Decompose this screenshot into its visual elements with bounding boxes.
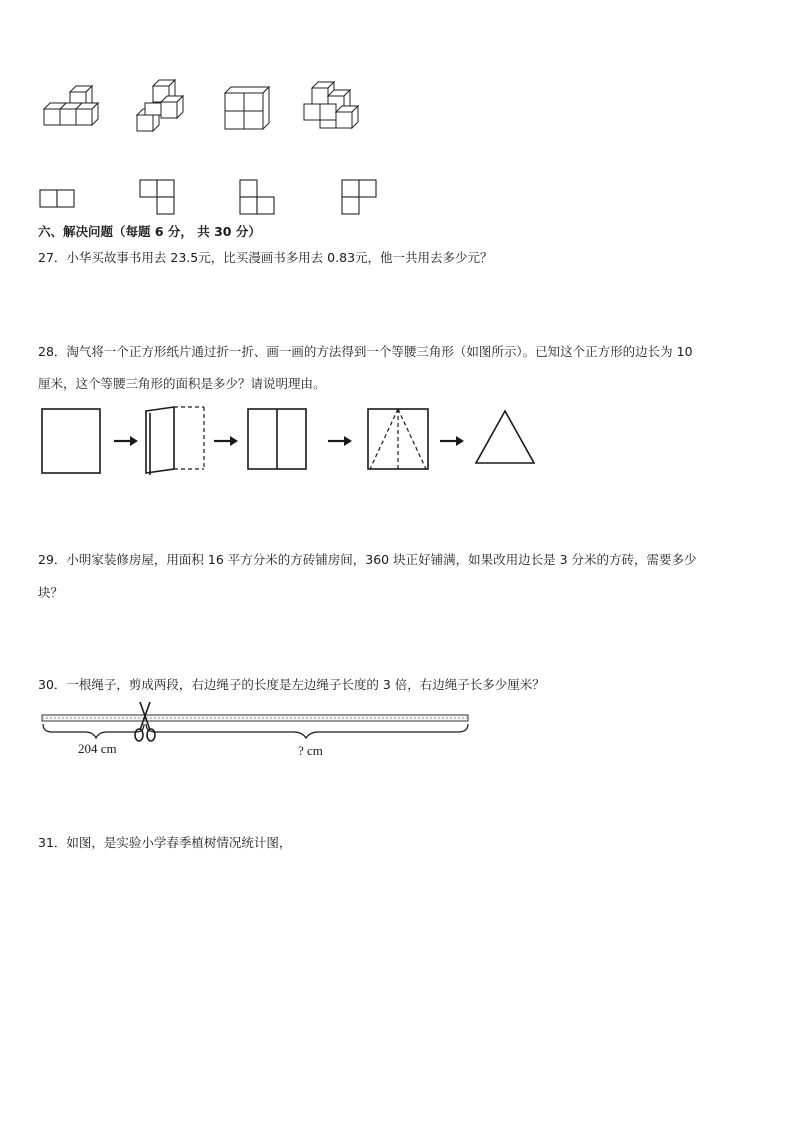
arrow-3	[328, 436, 352, 446]
folding-figure	[38, 405, 548, 480]
folded-paper	[146, 407, 204, 475]
rope-figure	[40, 700, 480, 762]
cube-figure-4	[304, 82, 358, 128]
question-31: 31．如图，是实验小学春季植树情况统计图，	[38, 835, 292, 850]
creased-paper	[248, 409, 306, 469]
right-length-label: ? cm	[298, 743, 323, 758]
isosceles-triangle	[476, 411, 534, 463]
question-28-line1: 28．淘气将一个正方形纸片通过折一折、画一画的方法得到一个等腰三角形（如图所示）。已知这个正方形的边长为 10	[38, 344, 693, 359]
right-brace	[146, 724, 468, 738]
cube-figure-2	[137, 80, 183, 131]
question-30: 30．一根绳子，剪成两段，右边绳子的长度是左边绳子长度的 3 倍，右边绳子长多少厘米？	[38, 677, 545, 692]
rope	[42, 715, 468, 721]
drawn-triangle-paper	[368, 409, 428, 469]
cube-figure-1	[44, 86, 98, 125]
view-figure-3	[240, 180, 274, 214]
square-paper	[42, 409, 100, 473]
question-29-line1: 29．小明家装修房屋，用面积 16 平方分米的方砖铺房间，360 块正好铺满，如果改用边长是 3 分米的方砖，需要多少	[38, 552, 697, 567]
left-brace	[43, 724, 144, 738]
section-title: 六、解决问题（每题 6 分， 共 30 分）	[38, 224, 261, 239]
question-28-line2: 厘米，这个等腰三角形的面积是多少？请说明理由。	[38, 376, 326, 391]
cube-figure-3	[225, 87, 269, 129]
arrow-2	[214, 436, 238, 446]
arrow-1	[114, 436, 138, 446]
view-figure-4	[342, 180, 376, 214]
question-27: 27．小华买故事书用去 23.5元，比买漫画书多用去 0.83元，他一共用去多少元？	[38, 250, 493, 265]
view-figure-2	[140, 180, 174, 214]
view-figures	[38, 178, 378, 218]
cube-figures	[40, 70, 380, 140]
question-29-line2: 块？	[38, 585, 64, 600]
left-length-label: 204 cm	[78, 741, 117, 756]
arrow-4	[440, 436, 464, 446]
view-figure-1	[40, 190, 74, 207]
